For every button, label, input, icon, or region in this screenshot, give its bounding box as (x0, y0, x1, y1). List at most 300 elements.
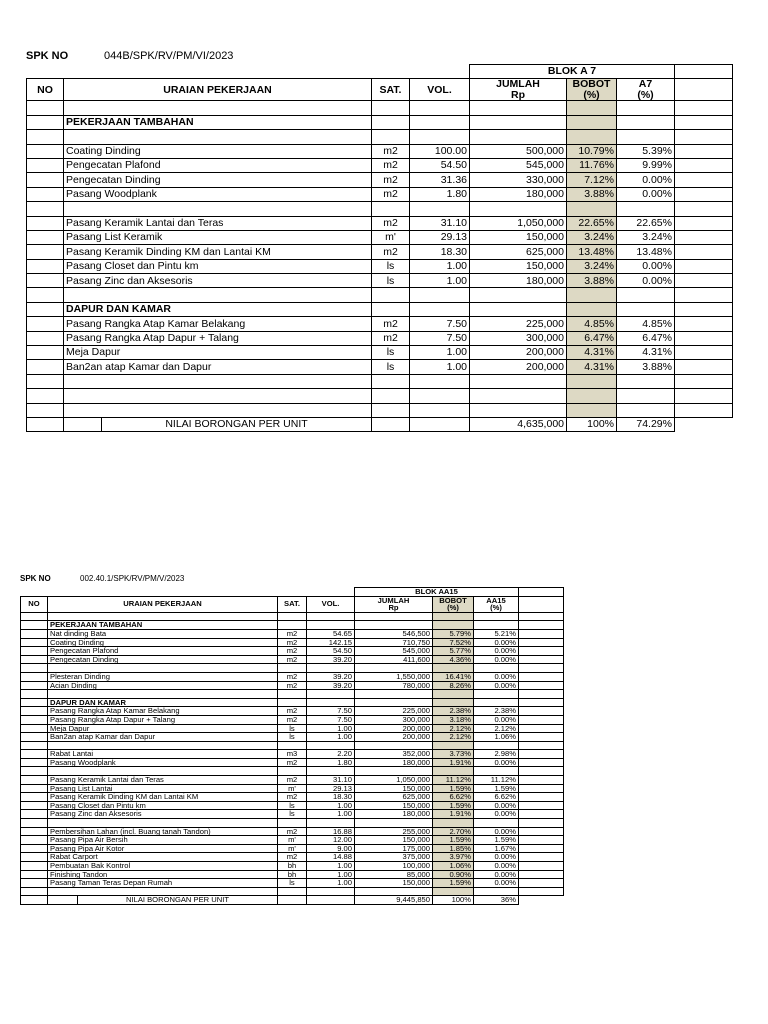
empty-cell (307, 612, 355, 621)
item-vol: 39.20 (307, 681, 355, 690)
item-jumlah: 411,600 (355, 655, 433, 664)
row-no (27, 417, 64, 431)
empty-cell (617, 101, 675, 115)
item-jumlah: 180,000 (470, 274, 567, 288)
row-no (21, 776, 48, 785)
spacer (675, 173, 733, 187)
item-name: Ban2an atap Kamar dan Dapur (64, 360, 372, 374)
table-row (21, 681, 564, 690)
spacer (519, 629, 564, 638)
item-unit-pct: 0.00% (474, 715, 519, 724)
bobot-pct-label: (%) (583, 88, 600, 101)
item-vol: 142.15 (307, 638, 355, 647)
row-no (21, 741, 48, 750)
empty-cell (355, 621, 433, 630)
spacer (675, 65, 733, 79)
table-row (27, 274, 733, 288)
item-vol: 31.10 (307, 776, 355, 785)
item-vol: 100.00 (410, 144, 470, 158)
item-bobot: 3.24% (567, 259, 617, 273)
spacer (519, 819, 564, 828)
empty-cell (567, 202, 617, 216)
item-name: Acian Dinding (48, 681, 278, 690)
total-jumlah: 9,445,850 (355, 896, 433, 905)
item-unit-pct: 4.85% (617, 317, 675, 331)
item-sat: ls (278, 733, 307, 742)
row-no (27, 101, 64, 115)
empty-cell (307, 690, 355, 699)
item-sat: m2 (278, 681, 307, 690)
item-name: Pembersihan Lahan (incl. Buang tanah Tandon) (48, 827, 278, 836)
empty-cell (307, 767, 355, 776)
spk-number: 044B/SPK/RV/PM/VI/2023 (104, 50, 234, 62)
item-jumlah: 352,000 (355, 750, 433, 759)
empty-cell (355, 690, 433, 699)
item-vol: 39.20 (307, 672, 355, 681)
col-sat-header: SAT. (278, 596, 307, 612)
spacer (675, 417, 733, 431)
empty-cell (474, 887, 519, 896)
row-no (21, 733, 48, 742)
row-no (21, 724, 48, 733)
header-row (21, 596, 564, 612)
col-uraian-header: URAIAN PEKERJAAN (64, 79, 372, 101)
table-row (27, 158, 733, 172)
spacer (519, 690, 564, 699)
empty-cell (617, 288, 675, 302)
spacer (675, 130, 733, 144)
item-bobot: 1.85% (433, 844, 474, 853)
spacer (519, 844, 564, 853)
item-vol: 1.00 (307, 733, 355, 742)
item-vol: 29.13 (410, 230, 470, 244)
item-unit-pct: 0.00% (474, 681, 519, 690)
unit-label: A7 (638, 78, 653, 91)
row-no (27, 144, 64, 158)
item-bobot: 3.24% (567, 230, 617, 244)
row-no (21, 638, 48, 647)
spacer (519, 853, 564, 862)
spk-label: SPK NO (20, 574, 51, 583)
table-row (21, 836, 564, 845)
row-no (21, 629, 48, 638)
item-sat: ls (372, 259, 410, 273)
unit-pct-label: (%) (637, 88, 654, 101)
item-bobot: 4.36% (433, 655, 474, 664)
item-unit-pct: 1.59% (474, 836, 519, 845)
table-row (21, 707, 564, 716)
item-bobot: 3.18% (433, 715, 474, 724)
item-bobot: 3.97% (433, 853, 474, 862)
item-name: Coating Dinding (48, 638, 278, 647)
blok-header: BLOK A 7 (470, 65, 675, 79)
unit-label: AA15 (486, 596, 506, 605)
item-name: Rabat Carport (48, 853, 278, 862)
total-unit-pct: 74.29% (617, 417, 675, 431)
row-no (21, 896, 48, 905)
table-row (21, 853, 564, 862)
col-uraian-header: URAIAN PEKERJAAN (48, 596, 278, 612)
empty-cell (355, 698, 433, 707)
empty-cell (470, 302, 567, 316)
empty-cell (372, 288, 410, 302)
item-jumlah: 150,000 (470, 230, 567, 244)
total-label: NILAI BORONGAN PER UNIT (78, 896, 278, 905)
section-title: DAPUR DAN KAMAR (64, 302, 372, 316)
item-name: Pasang Keramik Lantai dan Teras (64, 216, 372, 230)
item-jumlah: 150,000 (470, 259, 567, 273)
item-sat: m2 (278, 655, 307, 664)
item-sat: m2 (278, 638, 307, 647)
empty-cell (307, 698, 355, 707)
empty-cell (433, 767, 474, 776)
item-vol: 7.50 (410, 317, 470, 331)
empty-cell (48, 819, 278, 828)
item-unit-pct: 1.67% (474, 844, 519, 853)
item-unit-pct: 3.88% (617, 360, 675, 374)
item-vol: 1.00 (410, 360, 470, 374)
table-row (27, 259, 733, 273)
item-name: Pasang Closet dan Pintu km (64, 259, 372, 273)
row-no (21, 647, 48, 656)
col-unit-header (617, 79, 675, 101)
item-jumlah: 1,050,000 (355, 776, 433, 785)
spacer (519, 879, 564, 888)
item-unit-pct: 0.00% (474, 827, 519, 836)
row-no (21, 612, 48, 621)
empty-cell (48, 887, 278, 896)
item-jumlah: 200,000 (355, 733, 433, 742)
spacer (21, 588, 355, 597)
spacer (519, 638, 564, 647)
item-unit-pct: 22.65% (617, 216, 675, 230)
item-jumlah: 200,000 (355, 724, 433, 733)
row-no (21, 862, 48, 871)
item-vol: 14.88 (307, 853, 355, 862)
empty-cell (64, 389, 372, 403)
item-bobot: 2.38% (433, 707, 474, 716)
item-bobot: 7.52% (433, 638, 474, 647)
item-bobot: 6.62% (433, 793, 474, 802)
row-no (27, 302, 64, 316)
item-unit-pct: 11.12% (474, 776, 519, 785)
row-no (27, 274, 64, 288)
empty-cell (470, 130, 567, 144)
empty-cell (410, 130, 470, 144)
item-vol: 12.00 (307, 836, 355, 845)
empty-cell (474, 621, 519, 630)
empty-cell (64, 417, 102, 431)
table-row (27, 245, 733, 259)
blank-row (21, 767, 564, 776)
empty-cell (410, 202, 470, 216)
item-bobot: 2.70% (433, 827, 474, 836)
empty-cell (470, 101, 567, 115)
item-name: Pembuatan Bak Kontrol (48, 862, 278, 871)
item-sat: m2 (372, 245, 410, 259)
empty-cell (355, 741, 433, 750)
item-name: Pasang Pipa Air Bersih (48, 836, 278, 845)
item-sat: m2 (278, 647, 307, 656)
item-sat: m2 (278, 715, 307, 724)
rp-label: Rp (511, 88, 525, 101)
item-unit-pct: 4.31% (617, 346, 675, 360)
item-unit-pct: 0.00% (617, 187, 675, 201)
spacer (675, 302, 733, 316)
item-unit-pct: 0.00% (474, 870, 519, 879)
row-no (21, 853, 48, 862)
item-name: Pengecatan Plafond (64, 158, 372, 172)
row-no (21, 836, 48, 845)
spacer (519, 827, 564, 836)
blank-row (27, 288, 733, 302)
item-name: Pengecatan Plafond (48, 647, 278, 656)
row-no (21, 750, 48, 759)
bobot-label: BOBOT (572, 78, 611, 91)
row-no (27, 216, 64, 230)
empty-cell (410, 115, 470, 129)
item-bobot: 1.59% (433, 879, 474, 888)
table-row (27, 173, 733, 187)
spacer (519, 836, 564, 845)
item-sat: m' (278, 844, 307, 853)
header-row-blok (21, 588, 564, 597)
spacer (519, 707, 564, 716)
item-vol: 1.00 (307, 801, 355, 810)
row-no (27, 173, 64, 187)
item-sat: m2 (372, 187, 410, 201)
table-row (27, 187, 733, 201)
spacer (519, 681, 564, 690)
empty-cell (307, 887, 355, 896)
item-bobot: 1.06% (433, 862, 474, 871)
item-name: Ban2an atap Kamar dan Dapur (48, 733, 278, 742)
item-unit-pct: 3.24% (617, 230, 675, 244)
item-jumlah: 300,000 (470, 331, 567, 345)
item-bobot: 5.79% (433, 629, 474, 638)
spacer (675, 403, 733, 417)
col-sat-header: SAT. (372, 79, 410, 101)
item-bobot: 3.88% (567, 274, 617, 288)
item-vol: 18.30 (410, 245, 470, 259)
item-bobot: 1.59% (433, 836, 474, 845)
empty-cell (433, 612, 474, 621)
item-name: Pasang List Lantai (48, 784, 278, 793)
item-unit-pct: 0.00% (617, 173, 675, 187)
item-unit-pct: 2.98% (474, 750, 519, 759)
empty-cell (433, 819, 474, 828)
empty-cell (64, 403, 372, 417)
section-title: PEKERJAAN TAMBAHAN (48, 621, 278, 630)
item-vol: 2.20 (307, 750, 355, 759)
item-unit-pct: 0.00% (617, 274, 675, 288)
spacer (675, 158, 733, 172)
item-jumlah: 255,000 (355, 827, 433, 836)
empty-cell (567, 101, 617, 115)
item-bobot: 11.76% (567, 158, 617, 172)
item-bobot: 16.41% (433, 672, 474, 681)
item-name: Pasang Keramik Dinding KM dan Lantai KM (64, 245, 372, 259)
spacer (519, 776, 564, 785)
table-row (27, 230, 733, 244)
empty-cell (372, 101, 410, 115)
empty-cell (355, 819, 433, 828)
empty-cell (474, 664, 519, 673)
item-unit-pct: 1.06% (474, 733, 519, 742)
item-sat: bh (278, 862, 307, 871)
empty-cell (410, 101, 470, 115)
item-sat: m2 (278, 707, 307, 716)
table-row (21, 655, 564, 664)
empty-cell (372, 202, 410, 216)
row-no (27, 158, 64, 172)
work-table (20, 587, 564, 905)
item-name: Pasang Rangka Atap Kamar Belakang (48, 707, 278, 716)
empty-cell (278, 690, 307, 699)
item-sat: m2 (372, 216, 410, 230)
spacer (675, 216, 733, 230)
table-row (21, 844, 564, 853)
item-unit-pct: 0.00% (474, 810, 519, 819)
row-no (27, 115, 64, 129)
spacer (519, 664, 564, 673)
row-no (21, 801, 48, 810)
item-sat: ls (372, 346, 410, 360)
item-unit-pct: 5.39% (617, 144, 675, 158)
table-row (21, 629, 564, 638)
row-no (27, 360, 64, 374)
item-unit-pct: 0.00% (617, 259, 675, 273)
table-row (21, 750, 564, 759)
row-no (27, 403, 64, 417)
empty-cell (307, 664, 355, 673)
item-unit-pct: 0.00% (474, 879, 519, 888)
empty-cell (617, 130, 675, 144)
empty-cell (278, 664, 307, 673)
spacer (675, 331, 733, 345)
spacer (675, 230, 733, 244)
header-row (27, 79, 733, 101)
col-jumlah-header (470, 79, 567, 101)
item-unit-pct: 2.38% (474, 707, 519, 716)
empty-cell (278, 698, 307, 707)
empty-cell (410, 389, 470, 403)
row-no (21, 879, 48, 888)
row-no (21, 707, 48, 716)
empty-cell (470, 288, 567, 302)
spacer (675, 245, 733, 259)
item-jumlah: 1,550,000 (355, 672, 433, 681)
bobot-pct-label: (%) (447, 603, 459, 613)
item-bobot: 2.12% (433, 733, 474, 742)
empty-cell (372, 302, 410, 316)
empty-cell (48, 664, 278, 673)
row-no (27, 230, 64, 244)
item-sat: m2 (278, 827, 307, 836)
col-bobot-header (433, 596, 474, 612)
item-vol: 1.00 (410, 259, 470, 273)
spacer (519, 655, 564, 664)
item-unit-pct: 6.47% (617, 331, 675, 345)
empty-cell (355, 664, 433, 673)
item-bobot: 5.77% (433, 647, 474, 656)
spacer (675, 389, 733, 403)
item-vol: 1.00 (307, 810, 355, 819)
table-row (27, 360, 733, 374)
blank-row (21, 887, 564, 896)
item-vol: 1.00 (307, 862, 355, 871)
row-no (27, 317, 64, 331)
empty-cell (372, 130, 410, 144)
item-vol: 54.50 (307, 647, 355, 656)
row-no (21, 887, 48, 896)
item-sat: m' (278, 784, 307, 793)
row-no (21, 827, 48, 836)
empty-cell (567, 302, 617, 316)
empty-cell (355, 767, 433, 776)
empty-cell (567, 115, 617, 129)
empty-cell (433, 690, 474, 699)
spacer (519, 596, 564, 612)
item-jumlah: 150,000 (355, 879, 433, 888)
spacer (519, 801, 564, 810)
item-name: Pasang Rangka Atap Kamar Belakang (64, 317, 372, 331)
row-no (27, 346, 64, 360)
item-vol: 1.00 (307, 879, 355, 888)
item-sat: m2 (372, 158, 410, 172)
empty-cell (433, 698, 474, 707)
total-bobot: 100% (433, 896, 474, 905)
empty-cell (278, 741, 307, 750)
item-sat: m2 (278, 853, 307, 862)
item-bobot: 22.65% (567, 216, 617, 230)
row-no (21, 870, 48, 879)
empty-cell (307, 621, 355, 630)
empty-cell (617, 403, 675, 417)
item-sat: ls (278, 879, 307, 888)
spacer (675, 259, 733, 273)
total-label: NILAI BORONGAN PER UNIT (102, 417, 372, 431)
item-vol: 1.00 (410, 346, 470, 360)
spacer (675, 374, 733, 388)
item-sat: m' (278, 836, 307, 845)
empty-cell (470, 389, 567, 403)
item-jumlah: 200,000 (470, 346, 567, 360)
blank-row (27, 101, 733, 115)
item-bobot: 10.79% (567, 144, 617, 158)
item-jumlah: 625,000 (470, 245, 567, 259)
spacer (519, 810, 564, 819)
total-row (27, 417, 733, 431)
empty-cell (410, 403, 470, 417)
empty-cell (567, 374, 617, 388)
col-vol-header: VOL. (307, 596, 355, 612)
item-sat: m2 (372, 317, 410, 331)
spacer (519, 862, 564, 871)
empty-cell (410, 302, 470, 316)
row-no (27, 187, 64, 201)
empty-cell (433, 741, 474, 750)
empty-cell (64, 202, 372, 216)
item-name: Pasang Rangka Atap Dapur + Talang (64, 331, 372, 345)
spacer (519, 750, 564, 759)
spacer (519, 724, 564, 733)
item-sat: ls (278, 801, 307, 810)
empty-cell (278, 621, 307, 630)
item-vol: 9.00 (307, 844, 355, 853)
item-sat: bh (278, 870, 307, 879)
spacer (519, 672, 564, 681)
